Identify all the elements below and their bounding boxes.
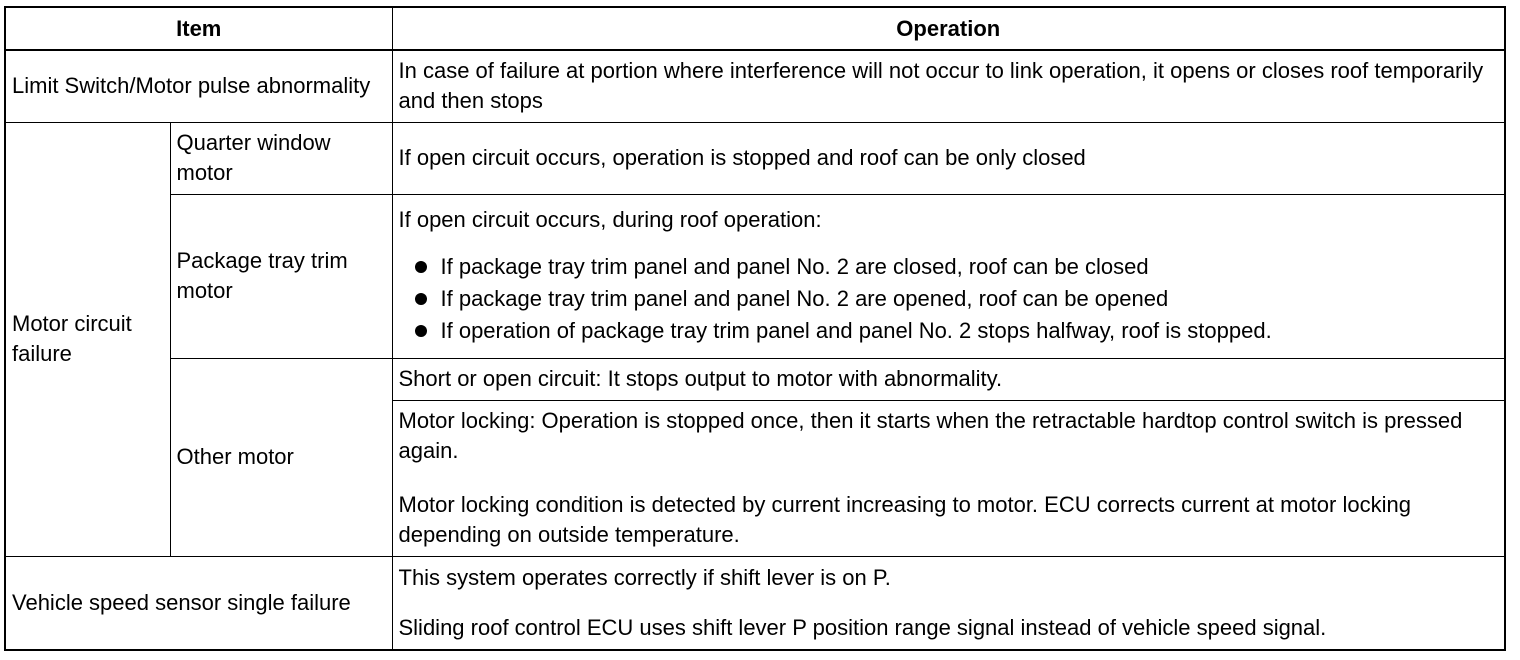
table-row bbox=[6, 556, 1504, 649]
package-tray-intro: If open circuit occurs, during roof operation: bbox=[398, 207, 822, 232]
header-item: Item bbox=[6, 8, 392, 50]
vehicle-speed-text-1: This system operates correctly if shift lever is on P. bbox=[398, 564, 891, 590]
item-vehicle-speed-sensor: Vehicle speed sensor single failure bbox=[6, 556, 392, 649]
list-item: If package tray trim panel and panel No. 2 are closed, roof can be closed bbox=[399, 251, 1499, 283]
table-row bbox=[6, 122, 1504, 194]
operation-limit-switch: In case of failure at portion where interference will not occur to link operation, it opens or closes roof temporarily and then stops bbox=[392, 50, 1504, 122]
table-row bbox=[6, 194, 1504, 358]
package-tray-bullet-list bbox=[399, 251, 1499, 347]
operation-package-tray bbox=[392, 194, 1504, 358]
sub-item-other-motor: Other motor bbox=[170, 358, 392, 556]
operation-motor-locking bbox=[392, 400, 1504, 556]
list-item: If package tray trim panel and panel No. 2 are opened, roof can be opened bbox=[399, 283, 1499, 315]
item-limit-switch: Limit Switch/Motor pulse abnormality bbox=[6, 50, 392, 122]
table-header-row bbox=[6, 8, 1504, 50]
operation-vehicle-speed bbox=[392, 556, 1504, 649]
failure-operation-table bbox=[6, 8, 1504, 649]
motor-locking-text-2: Motor locking condition is detected by current increasing to motor. ECU corrects current at motor locking depending on outside temperature. bbox=[398, 492, 1411, 547]
operation-table-frame bbox=[4, 6, 1506, 651]
table-row bbox=[6, 358, 1504, 400]
sub-item-package-tray: Package tray trim motor bbox=[170, 194, 392, 358]
motor-locking-text-1: Motor locking: Operation is stopped once, then it starts when the retractable hardtop control switch is pressed again. bbox=[398, 408, 1463, 463]
list-item: If operation of package tray trim panel and panel No. 2 stops halfway, roof is stopped. bbox=[399, 315, 1499, 347]
operation-short-open-circuit: Short or open circuit: It stops output to motor with abnormality. bbox=[392, 358, 1504, 400]
header-operation: Operation bbox=[392, 8, 1504, 50]
vehicle-speed-text-2: Sliding roof control ECU uses shift lever P position range signal instead of vehicle speed signal. bbox=[398, 614, 1327, 640]
sub-item-quarter-window: Quarter window motor bbox=[170, 122, 392, 194]
item-motor-circuit-failure: Motor circuit failure bbox=[6, 122, 170, 556]
table-row bbox=[6, 50, 1504, 122]
operation-quarter-window: If open circuit occurs, operation is stopped and roof can be only closed bbox=[392, 122, 1504, 194]
